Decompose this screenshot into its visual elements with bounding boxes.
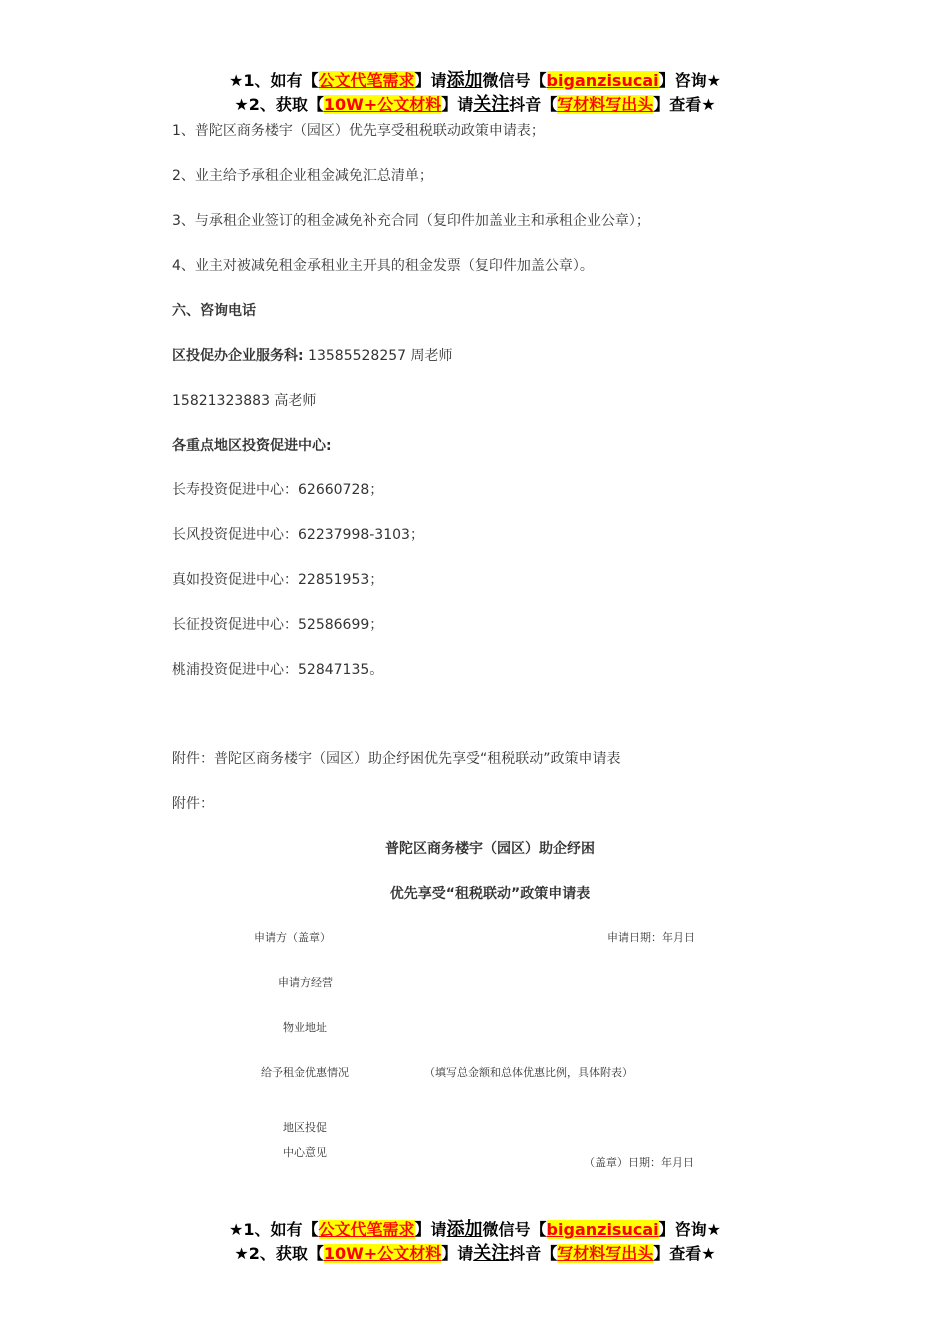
banner-text: 抖音【 — [509, 1244, 558, 1263]
form-label-district-2: 中心意见 — [283, 1146, 327, 1159]
banner-text: 】查看★ — [653, 1244, 716, 1263]
banner-emphasis: 添加 — [446, 70, 483, 91]
top-banner-line-1 — [0, 69, 950, 93]
banner-wechat-id: biganzisucai — [546, 71, 659, 90]
banner-text: 】请 — [441, 95, 474, 114]
banner-text: 微信号【 — [482, 71, 547, 90]
banner-text: ★2、获取【 — [234, 1244, 324, 1263]
form-label-applicant: 申请方（盖章） — [254, 931, 331, 944]
office-phone-2: 15821323883 高老师 — [172, 393, 317, 409]
banner-wechat-id: biganzisucai — [546, 1220, 659, 1239]
banner-highlight: 公文代笔需求 — [318, 71, 415, 90]
form-title-2: 优先享受“租税联动”政策申请表 — [389, 886, 591, 902]
bottom-banner-line-2 — [0, 1242, 950, 1266]
form-label-apply-date: 申请日期：年月日 — [607, 931, 695, 944]
list-item: 长风投资促进中心：62237998-3103； — [172, 527, 424, 543]
office-contact — [172, 346, 453, 366]
banner-text: ★1、如有【 — [229, 71, 319, 90]
list-item: 桃浦投资促进中心：52847135。 — [172, 662, 384, 678]
banner-emphasis: 添加 — [446, 1219, 483, 1240]
form-label-address: 物业地址 — [283, 1021, 327, 1034]
banner-text: 】请 — [414, 71, 447, 90]
banner-text: 】请 — [441, 1244, 474, 1263]
banner-text: ★2、获取【 — [234, 95, 324, 114]
list-item: 3、与承租企业签订的租金减免补充合同（复印件加盖业主和承租企业公章）； — [172, 213, 650, 229]
list-item: 真如投资促进中心：22851953； — [172, 572, 384, 588]
form-label-district-1: 地区投促 — [283, 1121, 327, 1134]
office-phone: 13585528257 周老师 — [303, 348, 453, 364]
banner-text: 】咨询★ — [658, 1220, 721, 1239]
list-item: 1、普陀区商务楼宇（园区）优先享受租税联动政策申请表； — [172, 123, 545, 139]
list-item: 长征投资促进中心：52586699； — [172, 617, 384, 633]
form-seal-date: （盖章）日期：年月日 — [584, 1156, 694, 1169]
banner-text: 】查看★ — [653, 95, 716, 114]
list-item: 2、业主给予承租企业租金减免汇总清单； — [172, 168, 433, 184]
form-label-discount: 给予租金优惠情况 — [261, 1066, 349, 1079]
section-heading: 六、咨询电话 — [172, 303, 256, 319]
banner-text: 抖音【 — [509, 95, 558, 114]
centers-label: 各重点地区投资促进中心: — [172, 438, 332, 454]
banner-text: 】请 — [414, 1220, 447, 1239]
office-label: 区投促办企业服务科: — [172, 348, 304, 364]
bottom-banner-line-1 — [0, 1218, 950, 1242]
banner-text: 微信号【 — [482, 1220, 547, 1239]
top-banner-line-2 — [0, 93, 950, 117]
list-item: 4、业主对被减免租金承租业主开具的租金发票（复印件加盖公章）。 — [172, 258, 594, 274]
attachment-label: 附件： — [172, 796, 214, 812]
banner-emphasis: 关注 — [473, 94, 510, 115]
banner-douyin-id: 写材料写出头 — [557, 95, 654, 114]
banner-highlight: 10W+公文材料 — [323, 1244, 442, 1263]
banner-douyin-id: 写材料写出头 — [557, 1244, 654, 1263]
banner-text: 】咨询★ — [658, 71, 721, 90]
form-label-operator: 申请方经营 — [278, 976, 333, 989]
banner-text: ★1、如有【 — [229, 1220, 319, 1239]
banner-highlight: 公文代笔需求 — [318, 1220, 415, 1239]
form-discount-note: （填写总金额和总体优惠比例，具体附表） — [424, 1066, 633, 1079]
banner-emphasis: 关注 — [473, 1243, 510, 1264]
list-item: 长寿投资促进中心：62660728； — [172, 482, 384, 498]
form-title-1: 普陀区商务楼宇（园区）助企纾困 — [385, 841, 595, 857]
attachment-description: 附件：普陀区商务楼宇（园区）助企纾困优先享受“租税联动”政策申请表 — [172, 751, 621, 767]
banner-highlight: 10W+公文材料 — [323, 95, 442, 114]
